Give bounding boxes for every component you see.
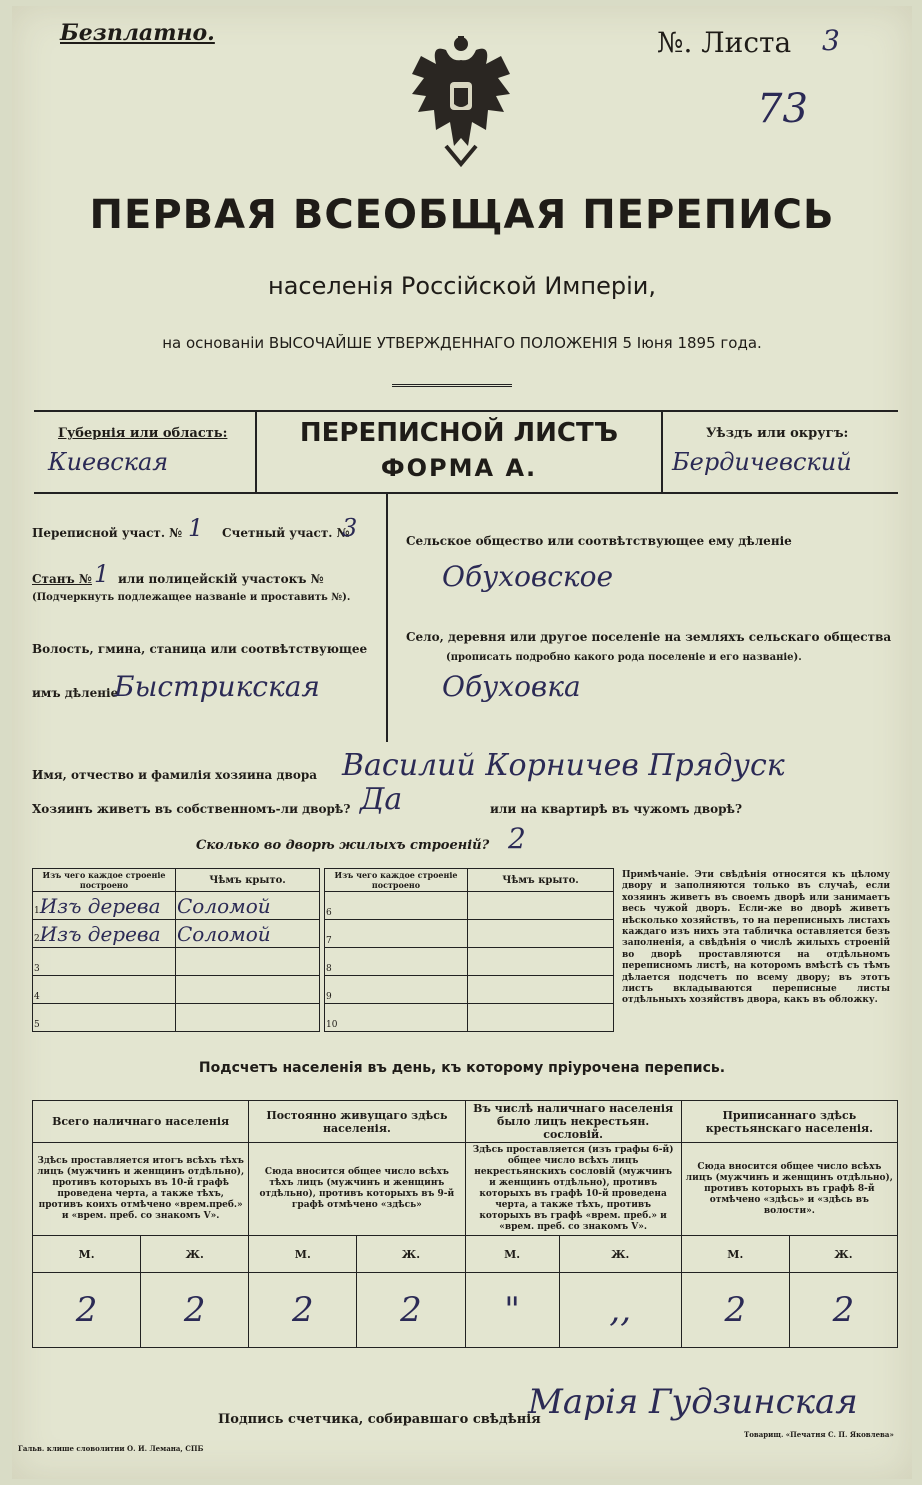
district-value: Бердичевский [672,448,852,476]
table-row: 6 [325,892,614,920]
form-title: ПЕРЕПИСНОЙ ЛИСТЪ [299,418,619,448]
table-row [33,1273,898,1348]
pop-col2-f: 2 [357,1273,465,1348]
count-section-value: 3 [342,514,358,542]
buildings-table-left [32,868,320,1032]
table-row: 9 [325,976,614,1004]
stan-note: (Подчеркнуть подлежащее названіе и проставить №). [32,592,351,603]
pop-m-label: М. [465,1236,559,1273]
pop-col2-head: Постоянно живущаго здѣсь населенія. [249,1101,465,1143]
subtitle: населенія Россійской Имперіи, [268,272,656,300]
pop-col4-m: 2 [681,1273,789,1348]
basis-line: на основаніи ВЫСОЧАЙШЕ УТВЕРЖДЕННАГО ПОЛОЖЕНІЯ 5 Іюня 1895 года. [162,334,762,352]
buildings-count-label: Сколько во дворѣ жилыхъ строеній? [196,838,490,853]
apartment-label: или на квартирѣ въ чужомъ дворѣ? [490,802,742,816]
pop-f-label: Ж. [357,1236,465,1273]
sheet-number-label: №. Листа [657,26,792,59]
rule-form-bottom [34,492,898,494]
pop-col2-m: 2 [249,1273,357,1348]
ornament-divider [392,384,512,387]
table-row: 8 [325,948,614,976]
pop-col1-desc: Здѣсь проставляется итогъ всѣхъ тѣхъ лицъ (мужчинъ и женщинъ отдѣльно), противъ которыхъ въ 10-й графѣ проведена черта, а также тѣхъ, противъ коихъ отмѣчено «врем.преб.» и «врем. преб. со знакомъ V». [33,1143,249,1236]
pop-col4-desc: Сюда вносится общее число всѣхъ лицъ (мужчинъ и женщинъ отдѣльно), противъ которыхъ въ графѣ 8-й отмѣчено «здѣсь» и «здѣсь въ волости». [681,1143,897,1236]
table-row: 5 [33,1004,320,1032]
table-row: 3 [33,948,320,976]
own-yard-value: Да [360,782,403,817]
buildings-note: Примѣчаніе. Эти свѣдѣнія относятся къ цѣлому двору и заполняются только въ случаѣ, если хозяинъ живетъ въ своемъ дворѣ или занимаетъ весь чужой дворъ. Если-же во дворѣ живетъ нѣсколько хозяйствъ, то на переписныхъ листахъ каждаго изъ нихъ эта табличка оставляется безъ заполненія, а свѣдѣнія о числѣ жилыхъ строеній во дворѣ проставляются на отдѣльномъ переписномъ листѣ, на которомъ вмѣстѣ съ тѣмъ дѣлается подсчетъ по всему двору; въ этотъ листъ вкладываются переписные листы отдѣльныхъ хозяйствъ двора, какъ въ обложку. [622,870,890,1006]
census-sheet [12,6,912,1479]
pop-f-label: Ж. [141,1236,249,1273]
population-title: Подсчетъ населенія въ день, къ которому пріурочена перепись. [198,1060,726,1076]
pop-m-label: М. [681,1236,789,1273]
signature-label: Подпись счетчика, собиравшаго свѣдѣнія [218,1412,541,1427]
pop-f-label: Ж. [559,1236,681,1273]
province-value: Киевская [48,448,169,476]
printer-right: Товарищ. «Печатня С. П. Яковлева» [744,1430,894,1439]
table-row: 7 [325,920,614,948]
province-label: Губернія или область: [58,426,228,441]
pop-col3-f: ,, [559,1273,681,1348]
district-label: Уѣздъ или округъ: [706,426,849,441]
pop-col1-m: 2 [33,1273,141,1348]
col-material-header: Изъ чего каждое строеніе построено [33,869,176,892]
pop-col3-m: " [465,1273,559,1348]
table-row: 2Изъ дерева Соломой [33,920,320,948]
society-label: Сельское общество или соотвѣтствующее ему дѣленіе [406,534,792,548]
volost-value: Быстрикская [114,670,320,703]
pop-m-label: М. [33,1236,141,1273]
owner-name-label: Имя, отчество и фамилія хозяина двора [32,768,317,782]
printer-left: Гальв. клише словолитни О. И. Лемана, СПБ [18,1444,204,1453]
col-roof-header: Чѣмъ крыто. [176,869,320,892]
society-value: Обуховское [442,560,614,593]
buildings-table-right [324,868,614,1032]
imperial-eagle-icon [406,34,516,169]
buildings-count-value: 2 [508,822,526,855]
pop-f-label: Ж. [789,1236,897,1273]
pop-col2-desc: Сюда вносится общее число всѣхъ тѣхъ лицъ (мужчинъ и женщинъ отдѣльно), противъ которыхъ въ 9-й графѣ отмѣчено «здѣсь» [249,1143,465,1236]
table-row: 10 [325,1004,614,1032]
pop-col3-head: Въ числѣ наличнаго населенія было лицъ некрестьян. сословій. [465,1101,681,1143]
signature-value: Марія Гудзинская [528,1382,858,1422]
free-label: Безплатно. [60,20,215,46]
pop-col1-head: Всего наличнаго населенія [33,1101,249,1143]
form-subtitle: ФОРМА А. [380,454,538,482]
rule-middle [386,492,388,742]
pop-col3-desc: Здѣсь проставляется (изъ графы 6-й) общее число всѣхъ лицъ некрестьянскихъ сословій (мужчинъ и женщинъ отдѣльно), противъ которыхъ въ графѣ 10-й проведена черта, а также тѣхъ, противъ которыхъ въ графѣ «врем. преб.» и «врем. преб. со знакомъ V». [465,1143,681,1236]
col-roof-header-2: Чѣмъ крыто. [468,869,614,892]
stan-rest: или полицейскій участокъ № [118,572,324,586]
pop-col4-f: 2 [789,1273,897,1348]
census-section-value: 1 [188,514,204,542]
stan-label: Станъ № [32,572,92,586]
hand-number: 73 [757,86,808,132]
volost-label-2: имъ дѣленіе [32,686,119,700]
volost-label: Волость, гмина, станица или соотвѣтствующее [32,642,368,656]
count-section-label: Счетный участ. № [222,526,350,540]
pop-col4-head: Приписаннаго здѣсь крестьянскаго населенія. [681,1101,897,1143]
table-row: 4 [33,976,320,1004]
stan-value: 1 [94,560,110,588]
table-row: 1Изъ дерева Соломой [33,892,320,920]
village-value: Обуховка [442,670,581,703]
main-title: ПЕРВАЯ ВСЕОБЩАЯ ПЕРЕПИСЬ [89,192,835,238]
col-material-header-2: Изъ чего каждое строеніе построено [325,869,468,892]
own-yard-label: Хозяинъ живетъ въ собственномъ-ли дворѣ? [32,802,351,816]
sheet-number-value: 3 [822,24,840,57]
pop-m-label: М. [249,1236,357,1273]
pop-col1-f: 2 [141,1273,249,1348]
census-section-label: Переписной участ. № [32,526,183,540]
rule-top [34,410,898,412]
village-note: (прописать подробно какого рода поселеніе и его названіе). [446,652,802,663]
owner-name-value: Василий Корничев Прядуск [342,748,785,783]
village-label: Село, деревня или другое поселеніе на земляхъ сельскаго общества [406,630,892,644]
population-table [32,1100,898,1348]
